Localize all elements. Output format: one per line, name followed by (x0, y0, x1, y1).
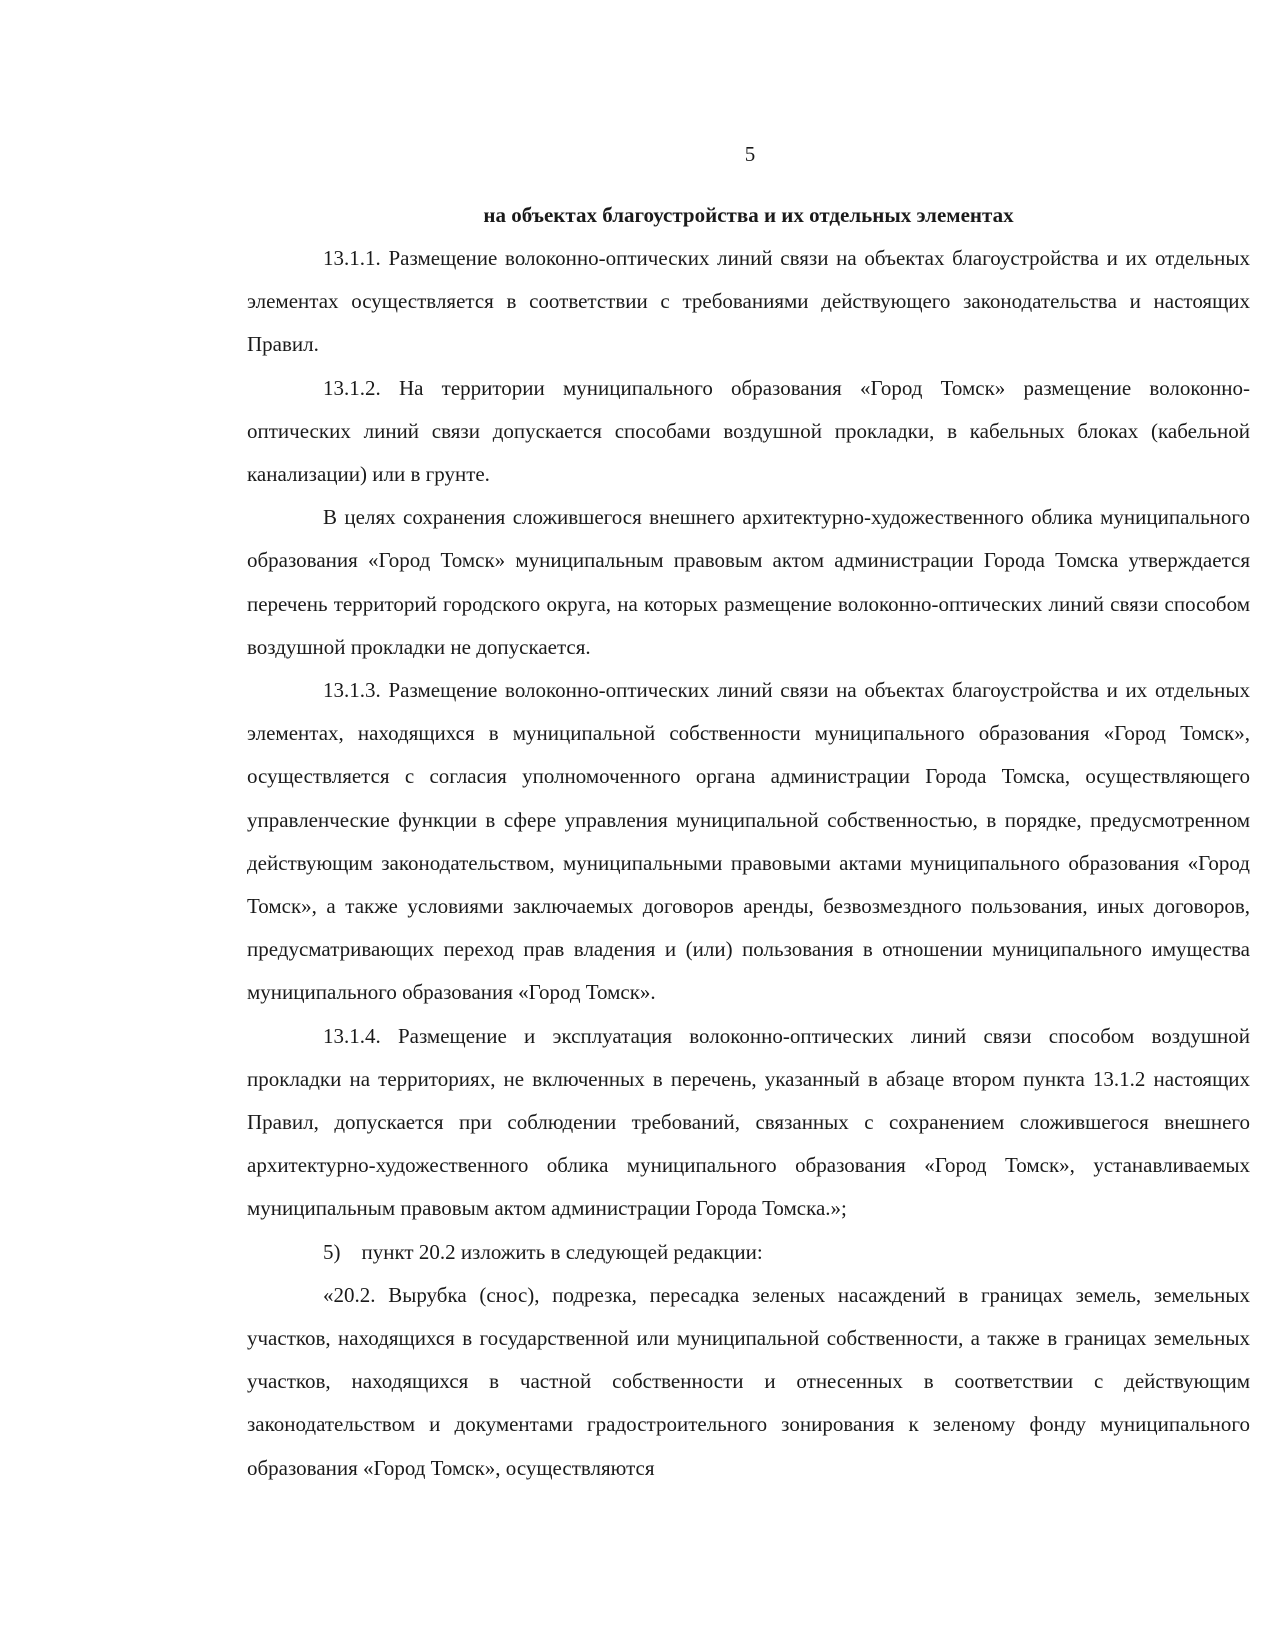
paragraph-13-1-4: 13.1.4. Размещение и эксплуатация волоконно-оптических линий связи способом воздушной прокладки на территориях, не включенных в перечень, указанный в абзаце втором пункта 13.1.2 настоящих Правил, допускается при соблюдении требований, связанных с сохранением сложившегося внешнего архитектурно-художественного облика муниципального образования «Город Томск», устанавливаемых муниципальным правовым актом администрации Города Томска.»; (247, 1023, 1250, 1221)
paragraph-20-2: «20.2. Вырубка (снос), подрезка, пересадка зеленых насаждений в границах земель, земельных участков, находящихся в государственной или муниципальной собственности, а также в границах земельных участков, находящихся в частной собственности и отнесенных в соответствии с действующим законодательством и документами градостроительного зонирования к зеленому фонду муниципального образования «Город Томск», осуществляются (247, 1282, 1250, 1480)
paragraph-13-1-2-second: В целях сохранения сложившегося внешнего архитектурно-художественного облика муниципального образования «Город Томск» муниципальным правовым актом администрации Города Томска утверждается перечень территорий городского округа, на которых размещение волоконно-оптических линий связи способом воздушной прокладки не допускается. (247, 505, 1250, 659)
paragraph-13-1-3: 13.1.3. Размещение волоконно-оптических линий связи на объектах благоустройства и их отдельных элементах, находящихся в муниципальной собственности муниципального образования «Город Томск», осуществляется с согласия уполномоченного органа администрации Города Томска, осуществляющего управленческие функции в сфере управления муниципальной собственностью, в порядке, предусмотренном действующим законодательством, муниципальными правовыми актами муниципального образования «Город Томск», а также условиями заключаемых договоров аренды, безвозмездного пользования, иных договоров, предусматривающих переход прав владения и (или) пользования в отношении муниципального имущества муниципального образования «Город Томск». (247, 678, 1250, 1005)
section-heading: на объектах благоустройства и их отдельных элементах (483, 203, 1014, 227)
paragraph-13-1-1: 13.1.1. Размещение волоконно-оптических линий связи на объектах благоустройства и их отдельных элементах осуществляется в соответствии с требованиями действующего законодательства и настоящих Правил. (247, 246, 1250, 357)
document-body (247, 194, 1250, 1490)
amendment-item-5: 5) пункт 20.2 изложить в следующей редакции: (323, 1239, 763, 1264)
page-number: 5 (744, 142, 756, 166)
paragraph-13-1-2: 13.1.2. На территории муниципального образования «Город Томск» размещение волоконно-оптических линий связи допускается способами воздушной прокладки, в кабельных блоках (кабельной канализации) или в грунте. (247, 375, 1250, 487)
